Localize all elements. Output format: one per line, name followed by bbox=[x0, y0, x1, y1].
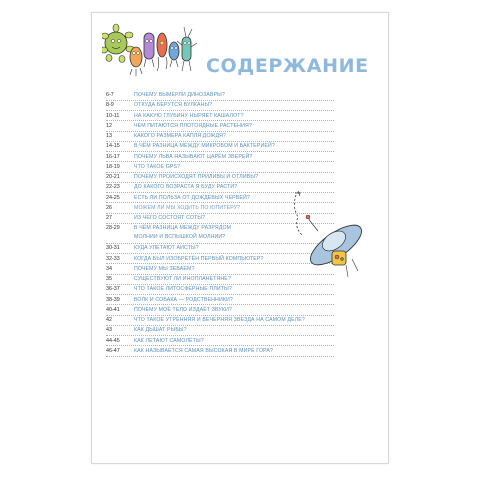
toc-question: НА КАКУЮ ГЛУБИНУ НЫРЯЕТ КАШАЛОТ? bbox=[134, 112, 244, 119]
toc-pages: 10-11 bbox=[106, 112, 120, 119]
toc-question: ПОЧЕМУ МОЁ ТЕЛО ИЗДАЁТ ЗВУКИ? bbox=[134, 306, 233, 313]
toc-pages: 28-29 bbox=[106, 225, 120, 232]
toc-pages: 40-41 bbox=[106, 306, 120, 313]
toc-row[interactable] bbox=[92, 91, 388, 101]
toc-question: ПОЧЕМУ ПРОИСХОДЯТ ПРИЛИВЫ И ОТЛИВЫ? bbox=[134, 174, 259, 180]
teal-microbe-icon bbox=[177, 27, 197, 71]
toc-pages: 35 bbox=[106, 276, 112, 282]
toc-pages: 38-39 bbox=[106, 296, 120, 303]
toc-pages: 27 bbox=[106, 215, 112, 221]
toc-row[interactable] bbox=[92, 122, 388, 132]
orange-microbe-icon bbox=[130, 47, 142, 76]
toc-pages: 34 bbox=[106, 265, 112, 272]
toc-question: КАКОГО РАЗМЕРА КАПЛЯ ДОЖДЯ? bbox=[134, 133, 227, 139]
toc-pages: 26 bbox=[106, 204, 112, 211]
microbes-illustration bbox=[102, 21, 200, 81]
toc-question: ЧТО ТАКОЕ УТРЕННЯЯ И ВЕЧЕРНЯЯ ЗВЕЗДА НА САМОМ ДЕЛЕ? bbox=[134, 317, 305, 323]
toc-question: КАК ЛЕТАЮТ САМОЛЁТЫ? bbox=[134, 337, 204, 344]
toc-pages: 14-15 bbox=[106, 143, 120, 150]
toc-row[interactable] bbox=[92, 173, 388, 183]
toc-question: КУДА УЛЕТАЮТ АИСТЫ? bbox=[134, 245, 199, 252]
toc-row[interactable] bbox=[92, 316, 388, 326]
toc-pages: 30-31 bbox=[106, 245, 120, 252]
toc-question: ДО КАКОГО ВОЗРАСТА Я БУДУ РАСТИ? bbox=[134, 184, 238, 191]
dotted-separator bbox=[106, 356, 334, 357]
toc-question: КОГДА БЫЛ ИЗОБРЕТЁН ПЕРВЫЙ КОМПЬЮТЕР? bbox=[134, 255, 264, 262]
toc-pages: 22-23 bbox=[106, 184, 120, 191]
toc-pages: 32-33 bbox=[106, 255, 120, 262]
toc-row[interactable] bbox=[92, 296, 388, 306]
toc-question: КАК НАЗЫВАЕТСЯ САМАЯ ВЫСОКАЯ В МИРЕ ГОРА? bbox=[134, 347, 274, 354]
toc-pages: 36-37 bbox=[106, 286, 120, 293]
toc-row[interactable] bbox=[92, 112, 388, 122]
toc-question-line2: МОЛНИИ И ВСПЫШКОЙ МОЛНИИ? bbox=[134, 234, 226, 241]
toc-question: ПОЧЕМУ ЛЬВА НАЗЫВАЮТ ЦАРЁМ ЗВЕРЕЙ? bbox=[134, 153, 253, 160]
toc-question: ВОЛК И СОБАКА — РОДСТВЕННИКИ? bbox=[134, 296, 233, 303]
toc-question: ИЗ ЧЕГО СОСТОЯТ СОТЫ? bbox=[134, 215, 206, 221]
toc-pages: 42 bbox=[106, 317, 112, 323]
toc-question-line1: В ЧЁМ РАЗНИЦА МЕЖДУ РАЗРЯДОМ bbox=[134, 225, 232, 232]
toc-row[interactable] bbox=[92, 132, 388, 142]
purple-microbe-icon bbox=[144, 33, 154, 67]
toc-row[interactable] bbox=[92, 153, 388, 163]
toc-row[interactable] bbox=[92, 306, 388, 316]
toc-pages: 43 bbox=[106, 327, 112, 334]
green-microbe-icon bbox=[102, 24, 134, 63]
flying-saucer-illustration bbox=[288, 187, 378, 287]
toc-question: МОЖЕМ ЛИ МЫ ХОДИТЬ ПО ЮПИТЕРУ? bbox=[134, 204, 241, 211]
red-microbe-icon bbox=[157, 33, 167, 71]
toc-pages: 24-25 bbox=[106, 194, 120, 201]
toc-pages: 8-9 bbox=[106, 102, 114, 109]
toc-pages: 13 bbox=[106, 133, 112, 139]
toc-question: ЕСТЬ ЛИ ПОЛЬЗА ОТ ДОЖДЕВЫХ ЧЕРВЕЙ? bbox=[134, 194, 250, 201]
toc-row[interactable] bbox=[92, 142, 388, 152]
toc-question: ОТКУДА БЕРУТСЯ ВУЛКАНЫ? bbox=[134, 102, 213, 109]
toc-question: СУЩЕСТВУЮТ ЛИ ИНОПЛАНЕТЯНЕ? bbox=[134, 276, 231, 282]
toc-question: В ЧЁМ РАЗНИЦА МЕЖДУ МИКРОБОМ И БАКТЕРИЕЙ? bbox=[134, 143, 275, 150]
toc-pages: 20-21 bbox=[106, 174, 120, 180]
toc-pages: 18-19 bbox=[106, 163, 120, 170]
blue-microbe-icon bbox=[169, 42, 179, 67]
toc-row[interactable] bbox=[92, 337, 388, 347]
toc-pages: 16-17 bbox=[106, 153, 120, 160]
toc-question: ЧЕМ ПИТАЮТСЯ ПЛОТОЯДНЫЕ РАСТЕНИЯ? bbox=[134, 122, 252, 129]
toc-question: КАК ДЫШАТ РЫБЫ? bbox=[134, 327, 187, 334]
toc-question: ПОЧЕМУ ВЫМЕРЛИ ДИНОЗАВРЫ? bbox=[134, 92, 225, 98]
toc-question: ЧТО ТАКОЕ GPS? bbox=[134, 163, 181, 170]
toc-row[interactable] bbox=[92, 101, 388, 111]
contents-title: СОДЕРЖАНИЕ bbox=[206, 55, 369, 77]
toc-pages: 6-7 bbox=[106, 92, 114, 98]
toc-question: ЧТО ТАКОЕ ЛИТОСФЕРНЫЕ ПЛИТЫ? bbox=[134, 286, 232, 293]
toc-question: ПОЧЕМУ МЫ ЗЕВАЕМ? bbox=[134, 265, 195, 272]
toc-row[interactable] bbox=[92, 163, 388, 173]
flying-saucer-icon bbox=[294, 191, 367, 277]
toc-row[interactable] bbox=[92, 326, 388, 336]
book-page bbox=[91, 12, 389, 464]
toc-row[interactable] bbox=[92, 347, 388, 357]
toc-pages: 44-45 bbox=[106, 337, 120, 344]
toc-pages: 46-47 bbox=[106, 347, 120, 354]
toc-pages: 12 bbox=[106, 122, 112, 129]
